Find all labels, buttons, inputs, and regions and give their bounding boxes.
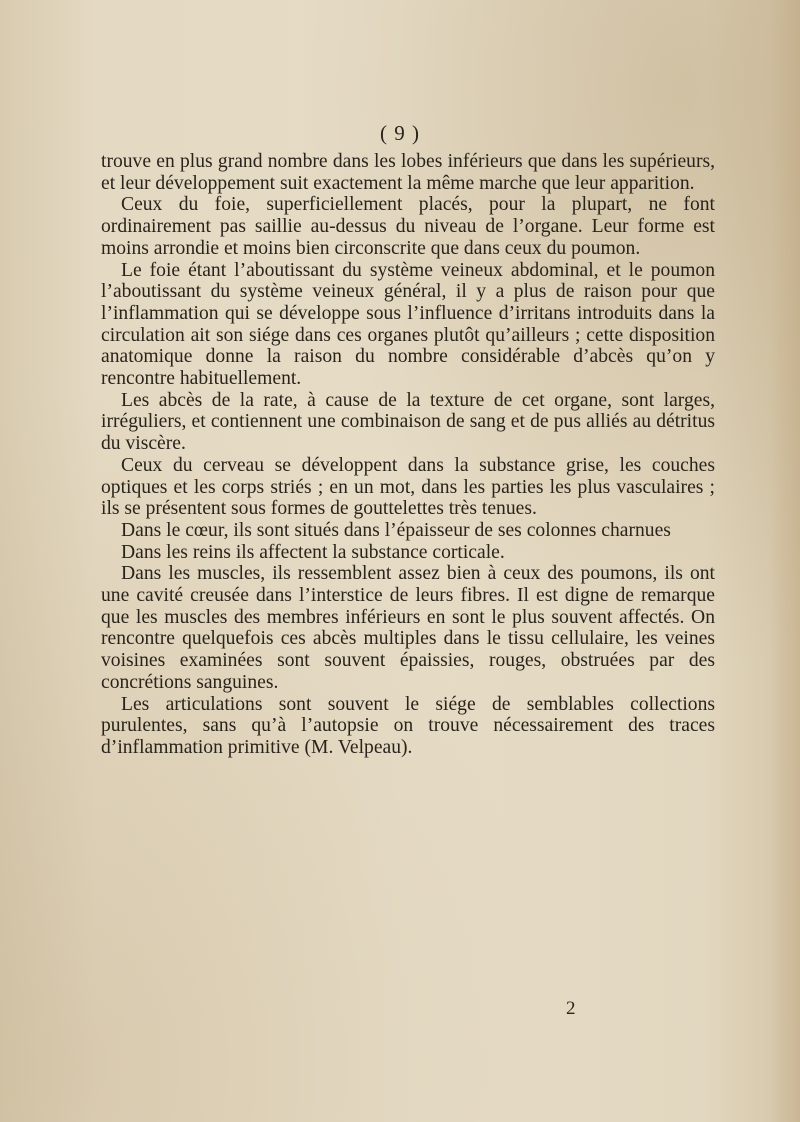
paragraph-kidneys: Dans les reins ils affectent la substance corticale. — [121, 541, 505, 563]
paragraph-venous-system: Le foie étant l’aboutissant du système veineux abdominal, et le poumon l’aboutissant du système veineux général, il y a plus de raison pour que l’inflammation qui se développe sous l’influence d’irritans introduits dans la circulation ait son siége dans ces organes plutôt qu’ailleurs ; cette disposition anatomique donne la raison du nombre considérable d’abcès qu’on y rencontre habituellement. — [101, 259, 715, 390]
paragraph-spleen: Les abcès de la rate, à cause de la texture de cet organe, sont larges, irréguliers, et contiennent une combinaison de sang et de pus alliés au détritus du viscère. — [101, 389, 715, 455]
paragraph-joints: Les articulations sont souvent le siége de semblables collections purulentes, sans qu’à l’autopsie on trouve nécessairement des traces d’inflammation primitive (M. Velpeau). — [101, 693, 715, 758]
paragraph-heart: Dans le cœur, ils sont situés dans l’épaisseur de ses colonnes charnues — [121, 519, 671, 541]
body-text — [101, 151, 715, 759]
paragraph-liver: Ceux du foie, superficiellement placés, pour la plupart, ne font ordinairement pas saillie au-dessus du niveau de l’organe. Leur forme est moins arrondie et moins bien circonscrite que dans ceux du poumon. — [101, 194, 715, 259]
paragraph-continued: trouve en plus grand nombre dans les lobes inférieurs que dans les supérieurs, et leur développement suit exactement la même marche que leur apparition. — [101, 151, 715, 194]
page-edge-shadow — [770, 0, 800, 1122]
signature-mark: 2 — [566, 998, 576, 1019]
paragraph-brain: Ceux du cerveau se développent dans la substance grise, les couches optiques et les corps striés ; en un mot, dans les parties les plus vasculaires ; ils se présentent sous formes de gouttelettes très tenues. — [101, 454, 715, 520]
paragraph-muscles: Dans les muscles, ils ressemblent assez bien à ceux des poumons, ils ont une cavité creusée dans l’interstice de leurs fibres. Il est digne de remarque que les muscles des membres inférieurs en sont le plus souvent affectés. On rencontre quelquefois ces abcès multiples dans le tissu cellulaire, les veines voisines examinées sont souvent épaissies, rouges, obstruées par des concrétions sanguines. — [101, 563, 715, 693]
page-number: ( 9 ) — [380, 121, 420, 145]
